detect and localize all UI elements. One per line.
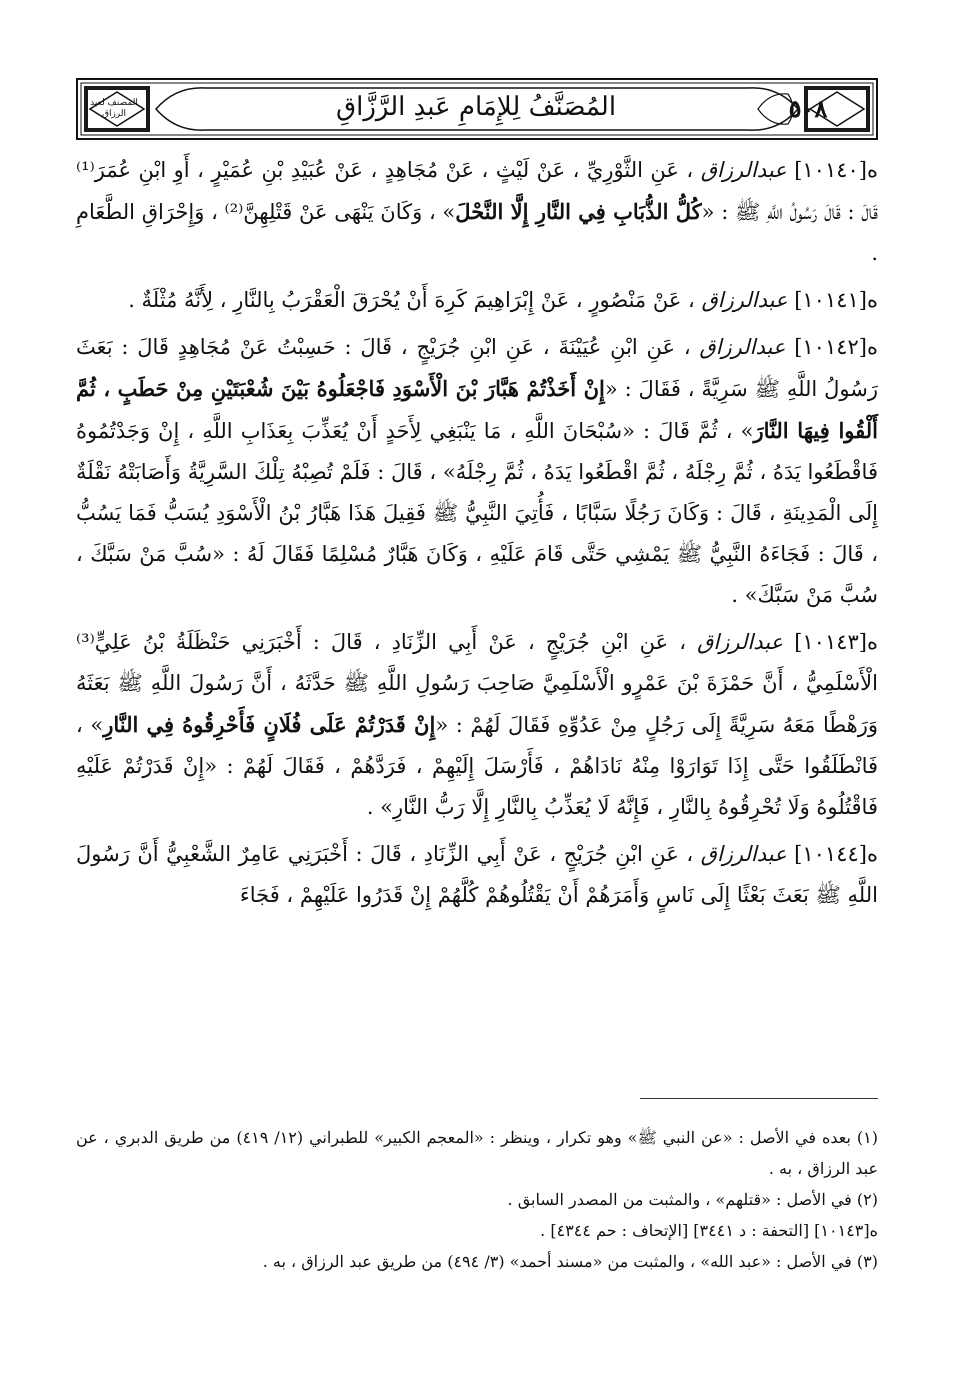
chain-text: ، عَنِ الثَّوْرِيِّ ، عَنْ لَيْثٍ ، عَنْ مُجَاهِدٍ ، عَنْ عُبَيْدِ بْنِ عُمَيْرٍ ، أَوِ ابْنِ عُمَرَ⁽¹⁾ قَالَ : قَالَ رَسُولُ اللَّهِ ﷺ : « — [76, 158, 879, 224]
hadith-text: إِنْ قَدَرْتُمْ عَلَى فُلَانٍ فَأَحْرِقُوهُ فِي النَّارِ — [103, 712, 436, 737]
footnotes — [76, 1122, 878, 1277]
entry-number: ه[١٠١٤١] — [794, 288, 878, 312]
footnote-1: (١) بعده في الأصل : «عن النبي ﷺ» وهو تكرار ، وينظر : «المعجم الكبير» للطبراني (١٢/ ٤١٩) من طريق الدبري ، عن عبد الرزاق ، به . — [76, 1128, 879, 1178]
hadith-text: إِنْ أَخَذْتُمْ هَبَّارَ بْنَ الْأَسْوَدِ فَاجْعَلُوهُ بَيْنَ شُعْبَتَيْنِ مِنْ حَطَبٍ ، ثُمَّ أَلْقُوا فِيهَا النَّارَ — [76, 376, 878, 443]
hadith-entry-10144 — [76, 834, 878, 916]
continuation-text: » ، وَكَانَ يَنْهَى عَنْ قَتْلِهِنَّ⁽²⁾ ، وَإِحْرَاقِ الطَّعَامِ . — [76, 200, 878, 265]
book-title: المُصَنَّفُ لِلإِمَامِ عَبدِ الرَّزَّاقِ — [335, 92, 617, 122]
hadith-entry-10142 — [76, 327, 878, 616]
emblem-text: المصنف لعبد الرزاق — [90, 98, 138, 119]
page-header — [76, 78, 878, 140]
narrator-name: عبدالرزاق — [697, 630, 784, 654]
continuation-text: » ، ثُمَّ قَالَ : «سُبْحَانَ اللَّهِ ، مَا يَنْبَغِي لِأَحَدٍ أَنْ يُعَذِّبَ بِعَذَابِ اللَّهِ ، إِنْ وَجَدْتُمُوهُ فَاقْطَعُوا يَدَهُ ، ثُمَّ رِجْلَهُ ، ثُمَّ اقْطَعُوا يَدَهُ ، ثُمَّ رِجْلَهُ» ، قَالَ : فَلَمْ تُصِبْهُ تِلْكَ السَّرِيَّةُ وَأَصَابَتْهُ نَقْلَةٌ إِلَى الْمَدِينَةِ ، قَالَ : وَكَانَ رَجُلًا سَبَّابًا ، فَأُتِيَ النَّبِيُّ ﷺ فَقِيلَ هَذَا هَبَّارُ بْنُ الْأَسْوَدِ يُسَبُّ فَمَا يَسُبُّ ، قَالَ : فَجَاءَهُ النَّبِيُّ ﷺ يَمْشِي حَتَّى قَامَ عَلَيْهِ ، وَكَانَ هَبَّارٌ مُسْلِمًا فَقَالَ لَهُ : «سُبَّ مَنْ سَبَّكَ ، سُبَّ مَنْ سَبَّكَ» . — [76, 419, 878, 607]
page-number: ٥٠٨ — [788, 94, 828, 123]
entry-number: ه[١٠١٤٣] — [794, 630, 878, 654]
entry-number: ه[١٠١٤٤] — [794, 842, 878, 866]
chain-text: ، عَنْ مَنْصُورٍ ، عَنْ إِبْرَاهِيمَ كَرِهَ أَنْ يُحْرَقَ الْعَقْرَبُ بِالنَّارِ ، لِأَنَّهُ مُثْلَةٌ . — [128, 288, 695, 312]
footnote-3: (٣) في الأصل : «عبد الله» ، والمثبت من «مسند أحمد» (٣/ ٤٩٤) من طريق عبد الرزاق ، به . — [262, 1252, 878, 1271]
narrator-name: عبدالرزاق — [700, 842, 787, 866]
entry-number: ه[١٠١٤٢] — [794, 335, 878, 359]
footnote-2: (٢) في الأصل : «قتلهم» ، والمثبت من المصدر السابق . — [507, 1190, 878, 1209]
hadith-text: كُلُّ الذُّبَابِ فِي النَّارِ إِلَّا النَّحْلَ — [455, 199, 702, 224]
continuation-text: » ، فَانْطَلَقُوا حَتَّى إِذَا تَوَارَوْا مِنْهُ نَادَاهُمْ ، فَأَرْسَلَ إِلَيْهِمْ ، فَرَدَّهُمْ ، فَقَالَ لَهُمْ : «إِنْ قَدَرْتُمْ عَلَيْهِ فَاقْتُلُوهُ وَلَا تُحْرِقُوهُ بِالنَّارِ ، فَإِنَّهُ لَا يُعَذِّبُ بِالنَّارِ إِلَّا رَبُّ النَّارِ» . — [76, 713, 878, 819]
narrator-name: عبدالرزاق — [699, 335, 786, 359]
hadith-entry-10141 — [76, 280, 878, 321]
chain-text: ، عَنِ ابْنِ عُيَيْنَةَ ، عَنِ ابْنِ جُرَيْجٍ ، قَالَ : حَسِبْتُ عَنْ مُجَاهِدٍ قَالَ : بَعَثَ رَسُولُ اللَّهِ ﷺ سَرِيَّةً ، فَقَالَ : « — [76, 335, 878, 401]
footnote-separator — [640, 1098, 878, 1099]
hadith-entry-10143 — [76, 622, 878, 828]
chain-text: ، عَنِ ابْنِ جُرَيْجٍ ، عَنْ أَبِي الزِّنَادِ ، قَالَ : أَخْبَرَنِي حَنْظَلَةُ بْنُ عَلِيٍّ⁽³⁾ الْأَسْلَمِيُّ ، أَنَّ حَمْزَةَ بْنَ عَمْرٍو الْأَسْلَمِيَّ صَاحِبَ رَسُولِ اللَّهِ ﷺ حَدَّثَهُ ، أَنَّ رَسُولَ اللَّهِ ﷺ بَعَثَهُ وَرَهْطًا مَعَهُ سَرِيَّةً إِلَى رَجُلٍ مِنْ عَدُوِّهِ فَقَالَ لَهُمْ : « — [76, 630, 878, 737]
narrator-name: عبدالرزاق — [700, 158, 787, 182]
hadith-entry-10140 — [76, 150, 878, 274]
entry-number: ه[١٠١٤٠] — [794, 158, 878, 182]
footnote-reference: ه[١٠١٤٣] [التحفة : د ٣٤٤١] [الإتحاف : حم ٤٣٤٤] . — [540, 1221, 878, 1240]
narrator-name: عبدالرزاق — [701, 288, 788, 312]
main-text — [76, 150, 878, 922]
chain-text: ، عَنِ ابْنِ جُرَيْجٍ ، عَنْ أَبِي الزِّنَادِ ، قَالَ : أَخْبَرَنِي عَامِرٌ الشَّعْبِيُّ أَنَّ رَسُولَ اللَّهِ ﷺ بَعَثَ بَعْثًا إِلَى نَاسٍ وَأَمَرَهُمْ أَنْ يَقْتُلُوهُمْ كُلَّهُمْ إِنْ قَدَرُوا عَلَيْهِمْ ، فَجَاءَ — [76, 842, 878, 907]
